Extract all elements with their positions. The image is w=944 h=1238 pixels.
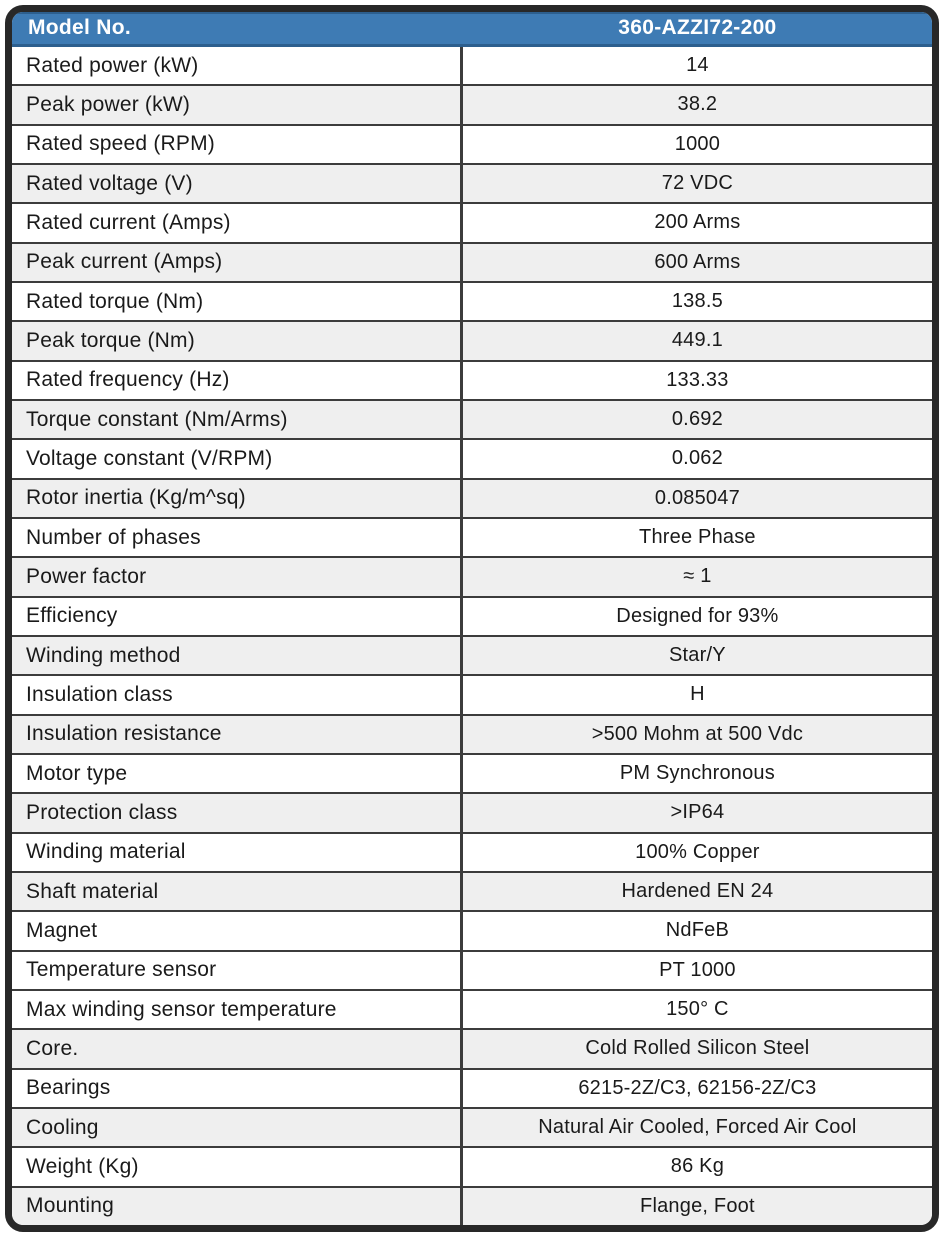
row-label: Motor type — [12, 755, 463, 792]
table-row — [12, 989, 932, 1028]
table-row — [12, 320, 932, 359]
row-label: Rated torque (Nm) — [12, 283, 463, 320]
row-label: Peak current (Amps) — [12, 244, 463, 281]
row-value: Hardened EN 24 — [621, 880, 774, 903]
row-label: Rated current (Amps) — [12, 204, 463, 241]
row-label: Rated frequency (Hz) — [12, 362, 463, 399]
row-value: 600 Arms — [654, 250, 741, 273]
table-row — [12, 47, 932, 84]
row-value: 200 Arms — [654, 211, 741, 234]
spec-table-card — [5, 5, 939, 1232]
row-label: Winding material — [12, 834, 463, 871]
table-row — [12, 832, 932, 871]
row-value: 1000 — [674, 132, 721, 155]
row-label: Winding method — [12, 637, 463, 674]
row-value: Cold Rolled Silicon Steel — [585, 1037, 810, 1060]
row-value: NdFeB — [665, 919, 730, 942]
row-value: 0.692 — [671, 408, 723, 431]
row-value: 150° C — [666, 998, 729, 1021]
row-value: Flange, Foot — [640, 1194, 755, 1217]
row-value: ≈ 1 — [683, 565, 712, 588]
row-value: 100% Copper — [635, 840, 760, 863]
row-label: Power factor — [12, 558, 463, 595]
table-row — [12, 517, 932, 556]
row-label: Magnet — [12, 912, 463, 949]
row-value: H — [690, 683, 705, 706]
row-value: 14 — [686, 54, 709, 77]
table-row — [12, 596, 932, 635]
table-row — [12, 1146, 932, 1185]
row-value: 0.062 — [671, 447, 723, 470]
table-row — [12, 714, 932, 753]
row-label: Number of phases — [12, 519, 463, 556]
row-label: Rated power (kW) — [12, 47, 463, 84]
row-label: Peak torque (Nm) — [12, 322, 463, 359]
row-label: Insulation resistance — [12, 716, 463, 753]
model-no-value: 360-AZZI72-200 — [618, 16, 777, 39]
row-value: Natural Air Cooled, Forced Air Cool — [538, 1116, 857, 1139]
row-value: 138.5 — [671, 290, 723, 313]
table-row — [12, 1107, 932, 1146]
table-row — [12, 399, 932, 438]
table-row — [12, 124, 932, 163]
model-no-label: Model No. — [28, 16, 132, 39]
table-row — [12, 556, 932, 595]
table-row — [12, 792, 932, 831]
row-value: >500 Mohm at 500 Vdc — [591, 722, 804, 745]
row-value: 133.33 — [666, 368, 729, 391]
row-label: Rated speed (RPM) — [12, 126, 463, 163]
row-label: Mounting — [12, 1188, 463, 1225]
table-row — [12, 871, 932, 910]
table-row — [12, 281, 932, 320]
row-label: Weight (Kg) — [12, 1148, 463, 1185]
row-label: Torque constant (Nm/Arms) — [12, 401, 463, 438]
spec-table-header-row — [12, 12, 932, 47]
table-row — [12, 163, 932, 202]
row-value: 86 Kg — [670, 1155, 725, 1178]
row-label: Temperature sensor — [12, 952, 463, 989]
table-row — [12, 635, 932, 674]
table-row — [12, 1186, 932, 1225]
table-row — [12, 438, 932, 477]
table-row — [12, 753, 932, 792]
table-row — [12, 1068, 932, 1107]
table-row — [12, 1028, 932, 1067]
row-label: Voltage constant (V/RPM) — [12, 440, 463, 477]
row-label: Rotor inertia (Kg/m^sq) — [12, 480, 463, 517]
row-label: Bearings — [12, 1070, 463, 1107]
row-label: Max winding sensor temperature — [12, 991, 463, 1028]
row-label: Efficiency — [12, 598, 463, 635]
row-value: PM Synchronous — [619, 762, 775, 785]
row-value: Designed for 93% — [616, 604, 779, 627]
table-row — [12, 242, 932, 281]
row-value: >IP64 — [670, 801, 725, 824]
row-label: Insulation class — [12, 676, 463, 713]
table-row — [12, 674, 932, 713]
row-value: 6215-2Z/C3, 62156-2Z/C3 — [578, 1076, 817, 1099]
row-label: Peak power (kW) — [12, 86, 463, 123]
row-label: Cooling — [12, 1109, 463, 1146]
row-value: PT 1000 — [659, 958, 736, 981]
row-value: Three Phase — [639, 526, 756, 549]
row-label: Shaft material — [12, 873, 463, 910]
row-label: Rated voltage (V) — [12, 165, 463, 202]
table-row — [12, 950, 932, 989]
row-value: 72 VDC — [661, 172, 734, 195]
row-value: Star/Y — [669, 644, 726, 667]
row-label: Protection class — [12, 794, 463, 831]
table-row — [12, 202, 932, 241]
spec-table-body — [12, 47, 932, 1225]
row-value: 38.2 — [677, 93, 718, 116]
table-row — [12, 84, 932, 123]
table-row — [12, 910, 932, 949]
row-value: 449.1 — [671, 329, 723, 352]
row-value: 0.085047 — [654, 486, 740, 509]
table-row — [12, 360, 932, 399]
row-label: Core. — [12, 1030, 463, 1067]
table-row — [12, 478, 932, 517]
